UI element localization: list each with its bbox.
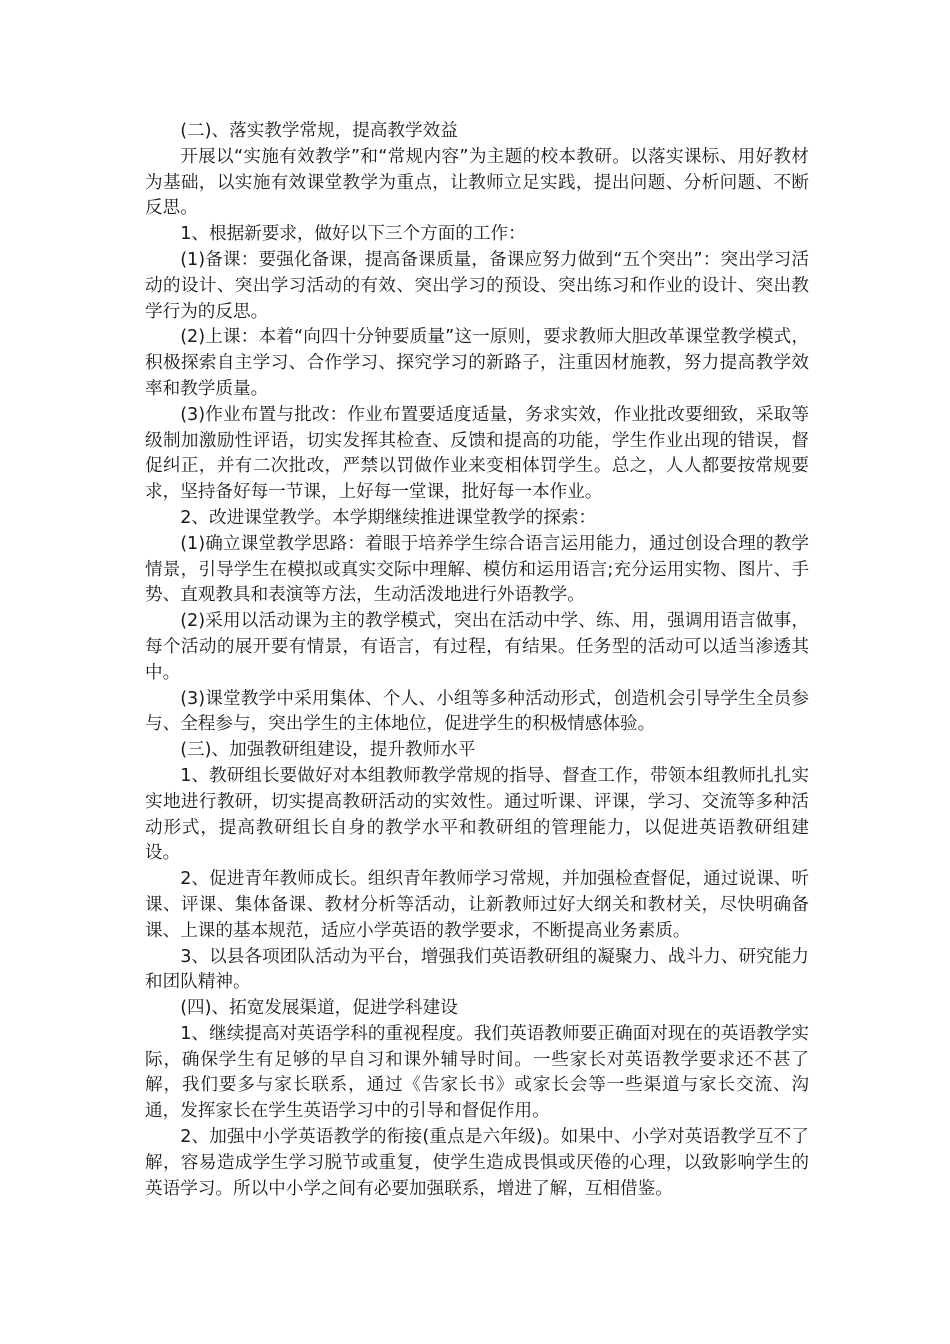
section-heading-3: (三)、加强教研组建设，提升教师水平: [180, 740, 476, 761]
paragraph-teaching-approach: (1)确立课堂教学思路：着眼于培养学生综合语言运用能力，通过创设合理的教学情景，引导学生在模拟或真实交际中理解、模仿和运用语言;充分运用实物、图片、手势、直观教具和表演等方法，生动活泼地进行外语教学。: [145, 533, 809, 606]
paragraph-activity-forms: (3)课堂教学中采用集体、个人、小组等多种活动形式，创造机会引导学生全员参与、全程参与，突出学生的主体地位，促进学生的积极情感体验。: [145, 688, 809, 735]
paragraph-young-teachers: 2、促进青年教师成长。组织青年教师学习常规，并加强检查督促，通过说课、听课、评课、集体备课、教材分析等活动，让新教师过好大纲关和教材关，尽快明确备课、上课的基本规范，适应小学英语的教学要求，不断提高业务素质。: [145, 869, 809, 941]
paragraph-intro: 开展以“实施有效教学”和“常规内容”为主题的校本教研。以落实课标、用好教材为基础，以实施有效课堂教学为重点，让教师立足实践，提出问题、分析问题、不断反思。: [145, 146, 809, 219]
paragraph-class: (2)上课：本着“向四十分钟要质量”这一原则，要求教师大胆改革课堂教学模式，积极探索自主学习、合作学习、探究学习的新路子，注重因材施教，努力提高教学效率和教学质量。: [145, 327, 809, 399]
paragraph-school-transition: 2、加强中小学英语教学的衔接(重点是六年级)。如果中、小学对英语教学互不了解，容易造成学生学习脱节或重复，使学生造成畏惧或厌倦的心理，以致影响学生的英语学习。所以中小学之间有必要加强联系，增进了解，互相借鉴。: [145, 1127, 809, 1199]
paragraph-lesson-prep: (1)备课：要强化备课，提高备课质量，备课应努力做到“五个突出”：突出学习活动的设计、突出学习活动的有效、突出学习的预设、突出练习和作业的设计、突出教学行为的反思。: [145, 249, 809, 322]
paragraph-group-leader: 1、教研组长要做好对本组教师教学常规的指导、督查工作，带领本组教师扎扎实实地进行教研，切实提高教研活动的实效性。通过听课、评课，学习、交流等多种活动形式，提高教研组长自身的教学水平和教研组的管理能力，以促进英语教研组建设。: [145, 765, 809, 864]
paragraph-activity-model: (2)采用以活动课为主的教学模式，突出在活动中学、练、用，强调用语言做事，每个活动的展开要有情景，有语言，有过程，有结果。任务型的活动可以适当渗透其中。: [145, 611, 809, 683]
subheading-2: 2、改进课堂教学。本学期继续推进课堂教学的探索：: [180, 507, 597, 528]
document-body: [145, 119, 809, 1202]
section-heading-4: (四)、拓宽发展渠道，促进学科建设: [180, 998, 458, 1019]
subheading-1: 1、根据新要求，做好以下三个方面的工作：: [180, 224, 526, 245]
paragraph-homework: (3)作业布置与批改：作业布置要适度适量，务求实效，作业批改要细致，采取等级制加激励性评语，切实发挥其检查、反馈和提高的功能，学生作业出现的错误，督促纠正，并有二次批改，严禁以罚做作业来变相体罚学生。总之，人人都要按常规要求，坚持备好每一节课，上好每一堂课，批好每一本作业。: [145, 404, 809, 503]
paragraph-team-activity: 3、以县各项团队活动为平台，增强我们英语教研组的凝聚力、战斗力、研究能力和团队精神。: [145, 946, 809, 993]
section-heading-2: (二)、落实教学常规，提高教学效益: [180, 121, 458, 141]
paragraph-subject-importance: 1、继续提高对英语学科的重视程度。我们英语教师要正确面对现在的英语教学实际，确保学生有足够的早自习和课外辅导时间。一些家长对英语教学要求还不甚了解，我们要多与家长联系，通过《告家长书》或家长会等一些渠道与家长交流、沟通，发挥家长在学生英语学习中的引导和督促作用。: [145, 1023, 809, 1122]
